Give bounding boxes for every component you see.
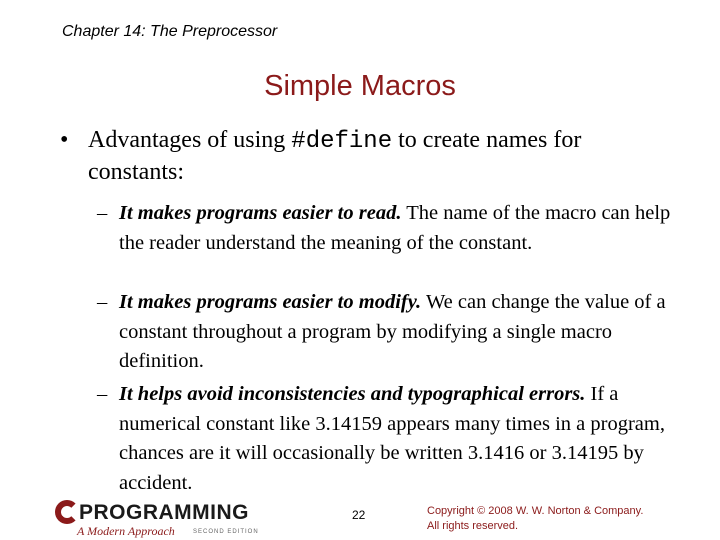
define-code: #define xyxy=(291,128,393,155)
subpoint-consistency xyxy=(97,380,677,498)
slide-title: Simple Macros xyxy=(264,70,456,102)
subpoint-emphasis: It makes programs easier to read. xyxy=(119,202,402,224)
subpoint-emphasis: It makes programs easier to modify. xyxy=(119,291,422,313)
subpoint-text: The name of the macro can help the reader understand the meaning of the constant. xyxy=(119,202,671,254)
subpoint-text: We can change the value of a constant throughout a program by modifying a single macro definition. xyxy=(119,291,666,372)
page-number: 22 xyxy=(352,508,366,522)
logo-word: PROGRAMMING xyxy=(79,501,249,524)
subpoint-dash: – xyxy=(97,291,108,313)
chapter-header: Chapter 14: The Preprocessor xyxy=(62,23,278,40)
main-bullet xyxy=(60,125,670,188)
bullet-text-before: Advantages of using xyxy=(88,127,292,153)
subpoint-text: If a numerical constant like 3.14159 appears many times in a program, chances are it will occasionally be written 3.1416 or 3.14195 by accident. xyxy=(119,383,665,494)
subpoint-emphasis: It helps avoid inconsistencies and typographical errors. xyxy=(119,383,586,405)
bullet-text xyxy=(88,125,670,188)
bullet-marker: • xyxy=(60,127,69,153)
subpoint-dash: – xyxy=(97,383,108,405)
copyright-line-2: All rights reserved. xyxy=(427,520,519,532)
c-logo-icon xyxy=(55,500,79,524)
copyright-notice xyxy=(427,504,687,534)
subpoint-readability xyxy=(97,199,677,258)
c-programming-logo xyxy=(55,500,270,540)
copyright-line-1: Copyright © 2008 W. W. Norton & Company. xyxy=(427,505,644,517)
logo-tagline: A Modern Approach xyxy=(77,524,175,538)
bullet-text-after: to create names for constants: xyxy=(88,127,582,185)
subpoint-dash: – xyxy=(97,202,108,224)
logo-edition: SECOND EDITION xyxy=(193,529,259,535)
subpoint-modifiability xyxy=(97,288,677,377)
